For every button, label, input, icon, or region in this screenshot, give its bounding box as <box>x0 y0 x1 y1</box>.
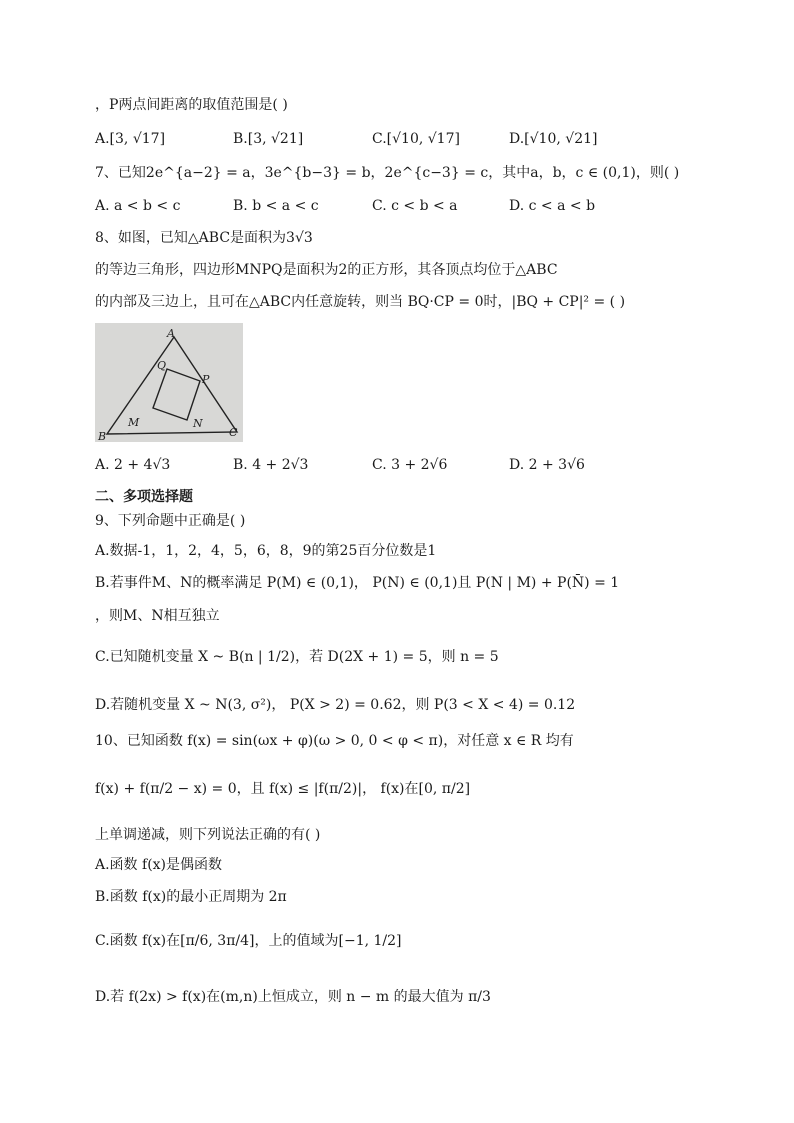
section-heading-multiple-choice: 二、多项选择题 <box>95 489 193 505</box>
label-n: N <box>193 417 203 430</box>
label-c: C <box>229 426 238 439</box>
q9-option-a: A.数据-1，1，2，4，5，6，8，9的第25百分位数是1 <box>95 543 437 559</box>
label-m: M <box>128 416 140 429</box>
q7-options <box>95 196 715 216</box>
q8-stem-line3: 的内部及三边上，且可在△ABC内任意旋转，则当 BQ·CP = 0时，|BQ + CP|² = ( ) <box>95 294 626 310</box>
q6-option-b: B.[3, √21] <box>233 131 304 147</box>
q10-condition: f(x) + f(π/2 − x) = 0，且 f(x) ≤ |f(π/2)|， f(x)在[0, π/2] <box>95 781 471 797</box>
q7-option-a: A. a < b < c <box>95 198 181 214</box>
q10-stem-continued: 上单调递减，则下列说法正确的有( ) <box>95 827 321 843</box>
q8-option-c: C. 3 + 2√6 <box>372 457 448 473</box>
triangle-square-figure <box>95 323 243 442</box>
q10-option-d: D.若 f(2x) > f(x)在(m,n)上恒成立，则 n − m 的最大值为 π/3 <box>95 989 491 1005</box>
q7-stem: 7、已知2e^{a−2} = a，3e^{b−3} = b，2e^{c−3} = c，其中a，b，c ∈ (0,1)，则( ) <box>95 165 680 181</box>
q7-option-b: B. b < a < c <box>233 198 319 214</box>
q10-option-a: A.函数 f(x)是偶函数 <box>95 857 223 873</box>
q6-options <box>95 129 715 149</box>
q10-option-b: B.函数 f(x)的最小正周期为 2π <box>95 889 287 905</box>
q10-option-c: C.函数 f(x)在[π/6, 3π/4]，上的值域为[−1, 1/2] <box>95 933 402 949</box>
q8-option-b: B. 4 + 2√3 <box>233 457 309 473</box>
q8-option-d: D. 2 + 3√6 <box>509 457 585 473</box>
q9-option-b-continued: ，则M、N相互独立 <box>95 608 220 624</box>
q8-stem-line1: 8、如图，已知△ABC是面积为3√3 <box>95 230 313 246</box>
q6-stem-tail: ，P两点间距离的取值范围是( ) <box>95 97 288 113</box>
q8-option-a: A. 2 + 4√3 <box>95 457 171 473</box>
label-a: A <box>167 327 175 340</box>
q7-option-c: C. c < b < a <box>372 198 458 214</box>
label-b: B <box>98 430 107 442</box>
q9-option-b: B.若事件M、N的概率满足 P(M) ∈ (0,1)， P(N) ∈ (0,1)且 P(N | M) + P(N̄) = 1 <box>95 575 620 591</box>
q8-stem-line2: 的等边三角形，四边形MNPQ是面积为2的正方形，其各顶点均位于△ABC <box>95 262 558 278</box>
q6-option-a: A.[3, √17] <box>95 131 166 147</box>
label-p: P <box>202 373 210 386</box>
q9-stem: 9、下列命题中正确是( ) <box>95 513 246 529</box>
triangle-abc <box>107 337 237 434</box>
q9-option-d: D.若随机变量 X ~ N(3, σ²)， P(X > 2) = 0.62，则 P(3 < X < 4) = 0.12 <box>95 697 576 713</box>
q10-stem: 10、已知函数 f(x) = sin(ωx + φ)(ω > 0, 0 < φ < π)，对任意 x ∈ R 均有 <box>95 733 574 749</box>
q9-option-c: C.已知随机变量 X ~ B(n | 1/2)，若 D(2X + 1) = 5，则 n = 5 <box>95 649 499 665</box>
label-q: Q <box>157 359 167 372</box>
q6-option-c: C.[√10, √17] <box>372 131 460 147</box>
q8-options <box>95 455 715 475</box>
q7-option-d: D. c < a < b <box>509 198 596 214</box>
triangle-square-diagram <box>95 323 243 442</box>
q6-option-d: D.[√10, √21] <box>509 131 598 147</box>
square-mnpq <box>153 369 200 420</box>
